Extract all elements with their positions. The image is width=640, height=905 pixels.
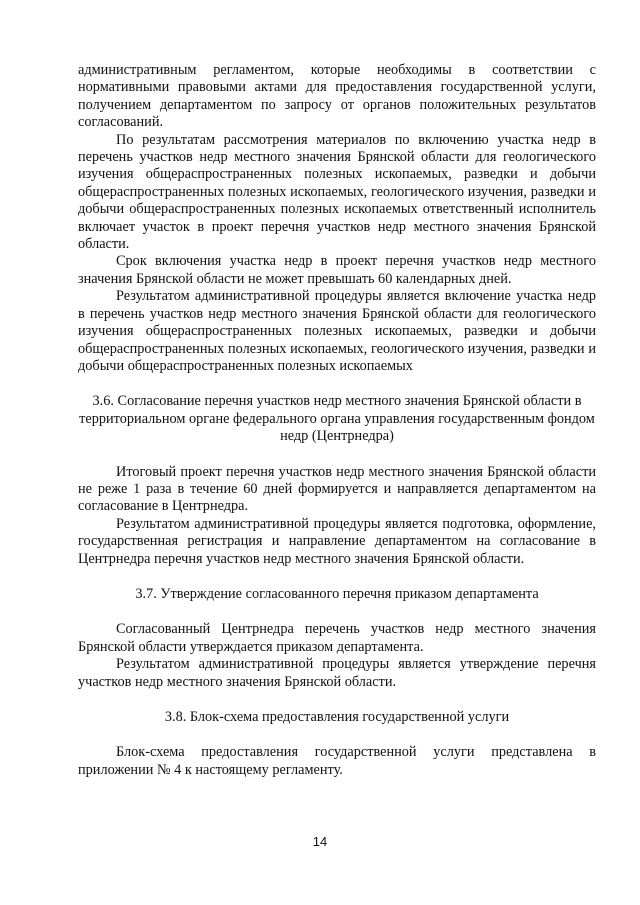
spacer [78,603,596,621]
spacer [78,568,596,586]
paragraph-procedure-result: Результатом административной процедуры является включение участка недр в перечень участков недр местного значения Брянской области для геологического изучения общераспространенных полезных ископаемых, разведки и добычи общераспространенных полезных ископаемых, геологического изучения, разведки и добычи общераспространенных полезных ископаемых [78,288,596,374]
section-3-7-heading: 3.7. Утверждение согласованного перечня приказом департамента [135,585,539,602]
section-3-8-paragraph-1: Блок-схема предоставления государственной услуги представлена в приложении № 4 к настоящему регламенту. [78,744,596,778]
spacer [78,375,596,393]
paragraph-continuation: административным регламентом, которые необходимы в соответствии с нормативными правовыми актами для предоставления государственной услуги, получением департаментом по запросу от органов положительных результатов согласований. [78,62,596,131]
paragraph-inclusion-deadline: Срок включения участка недр в проект перечня участков недр местного значения Брянской области не может превышать 60 календарных дней. [78,253,596,287]
section-3-8-heading: 3.8. Блок-схема предоставления государственной услуги [164,709,510,725]
section-3-7-paragraph-2: Результатом административной процедуры является утверждение перечня участков недр местного значения Брянской области. [78,656,596,690]
section-3-6-heading: 3.6. Согласование перечня участков недр местного значения Брянской области в территориальном органе федерального органа управления государственным фондом недр (Центрнедра) [79,393,595,445]
section-3-7-paragraph-1: Согласованный Центрнедра перечень участков недр местного значения Брянской области утверждается приказом департамента. [78,621,596,655]
section-3-6-paragraph-1: Итоговый проект перечня участков недр местного значения Брянской области не реже 1 раза в течение 60 дней формируется и направляется департаментом на согласование в Центрнедра. [78,463,596,515]
page-number: 14 [312,834,328,849]
spacer [78,726,596,744]
section-3-6-paragraph-2: Результатом административной процедуры является подготовка, оформление, государственная регистрация и направление департаментом на согласование в Центрнедра перечня участков недр местного значения Брянской области. [78,515,596,567]
paragraph-inclusion-result: По результатам рассмотрения материалов по включению участка недр в перечень участков недр местного значения Брянской области для геологического изучения общераспространенных полезных ископаемых, разведки и добычи общераспространенных полезных ископаемых, геологического изучения, разведки и добычи общераспространенных полезных ископаемых ответственный исполнитель включает участок в проект перечня участков недр местного значения Брянской области. [78,131,596,253]
spacer [78,446,596,464]
spacer [78,691,596,709]
